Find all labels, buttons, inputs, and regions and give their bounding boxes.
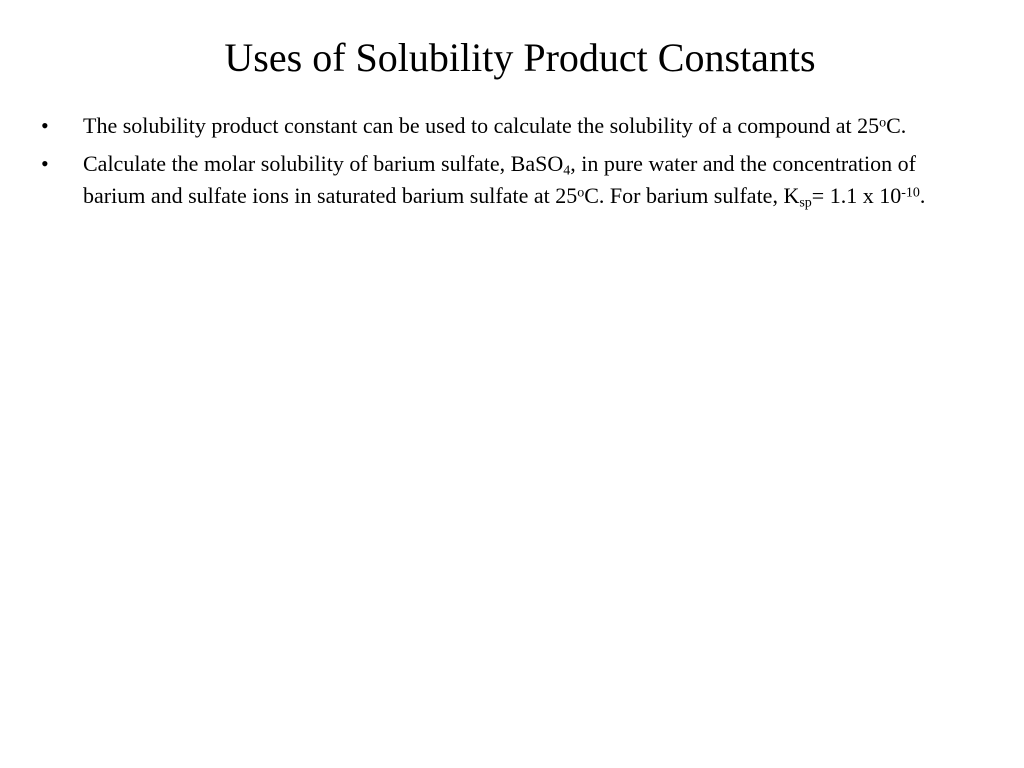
bullet-text-part-b: , in pure water and the concentration of barium and sulfate ions in saturated barium sulfate at 25 bbox=[83, 151, 916, 208]
ksp-subscript: sp bbox=[799, 195, 812, 211]
bullet-text-part-a: Calculate the molar solubility of barium sulfate, BaSO bbox=[83, 151, 564, 176]
bullet-text-part-d: = 1.1 x 10 bbox=[811, 183, 902, 208]
bullet-item-barium-sulfate bbox=[41, 148, 941, 212]
degree-superscript: o bbox=[577, 185, 585, 201]
exponent-superscript: -10 bbox=[901, 185, 920, 201]
bullet-text: The solubility product constant can be used to calculate the solubility of a compound at 25 bbox=[83, 113, 880, 138]
bullet-text-end: C. bbox=[886, 113, 907, 138]
bullet-marker: • bbox=[41, 151, 49, 176]
degree-superscript: o bbox=[879, 115, 887, 131]
bullet-item-solubility-constant bbox=[41, 110, 941, 142]
formula-subscript: 4 bbox=[563, 163, 571, 179]
slide-title: Uses of Solubility Product Constants bbox=[224, 35, 816, 80]
bullet-text-part-c: C. For barium sulfate, K bbox=[584, 183, 800, 208]
bullet-text-part-e: . bbox=[919, 183, 926, 208]
bullet-marker: • bbox=[41, 113, 49, 138]
bullet-list bbox=[41, 110, 941, 218]
